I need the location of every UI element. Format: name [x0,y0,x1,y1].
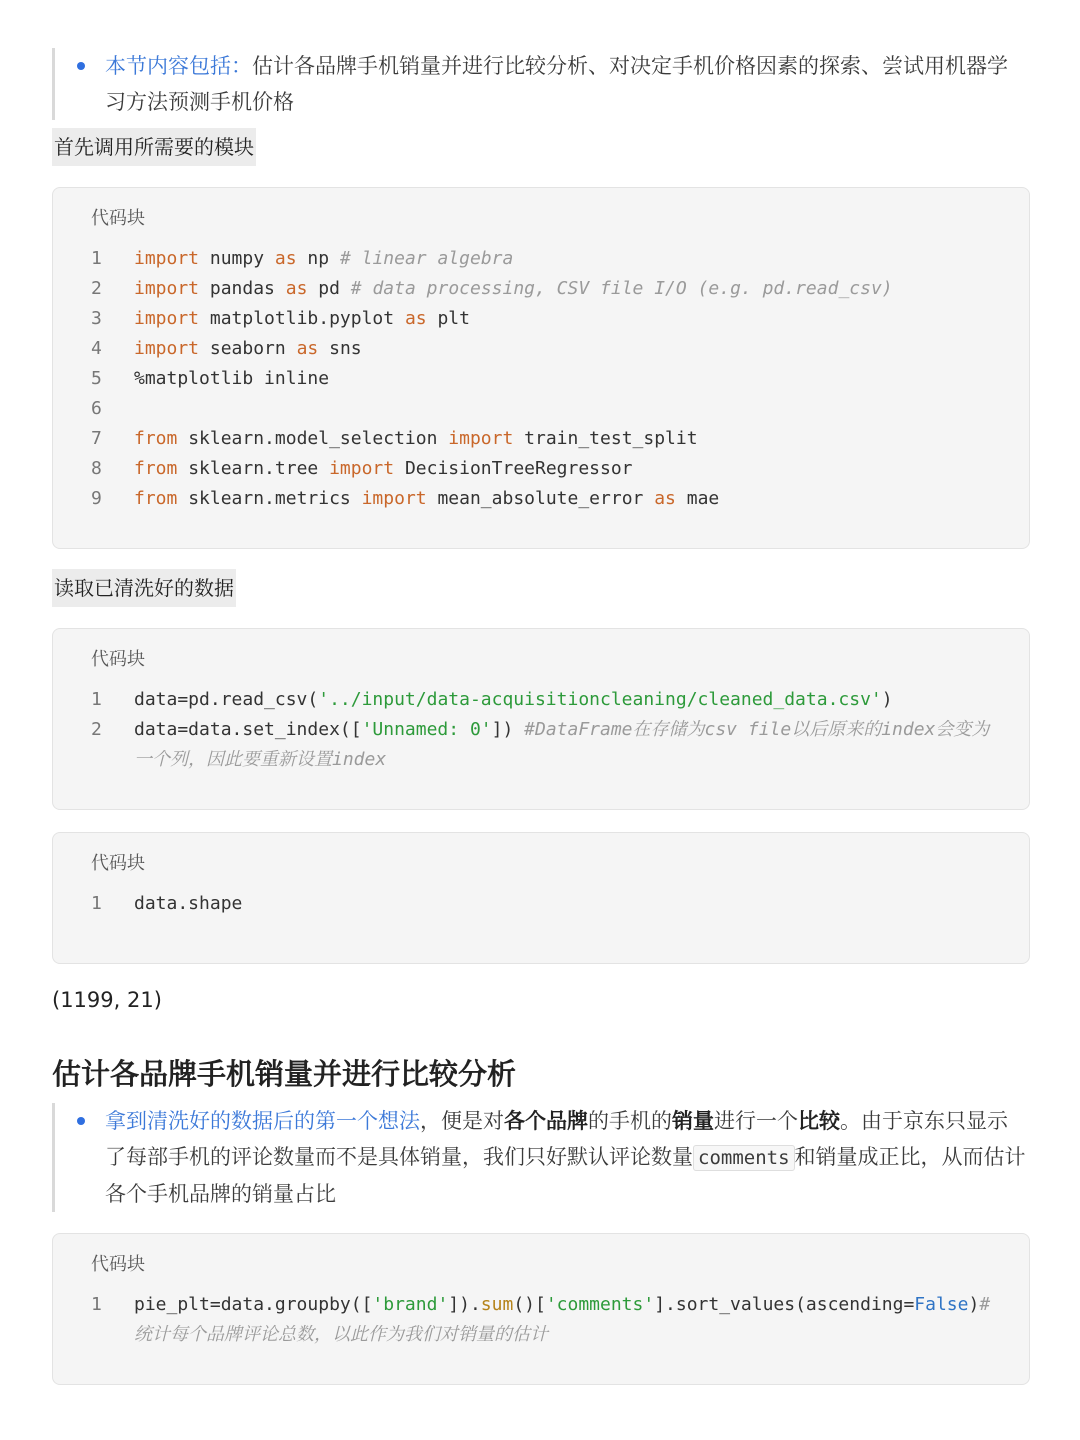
code-block-shape [52,832,1030,964]
code-line: 8 from sklearn.tree import DecisionTreeRegressor [91,458,633,479]
code-block-caption: 代码块 [91,208,145,229]
code-line: 2 import pandas as pd # data processing, CSV file I/O (e.g. pd.read_csv) [91,278,893,299]
section-title: 估计各品牌手机销量并进行比较分析 [52,1057,517,1091]
code-line: 5 %matplotlib inline [91,368,330,389]
code-line: 1 import numpy as np # linear algebra [91,248,514,269]
intro-text: 估计各品牌手机销量并进行比较分析、对决定手机价格因素的探索、尝试用机器学习方法预测手机价格 [105,54,1008,114]
code-line: 9 from sklearn.metrics import mean_absolute_error as mae [91,488,720,509]
bullet-icon [77,1117,85,1125]
note-accent: 拿到清洗好的数据后的第一个想法 [105,1109,420,1133]
code-block-read-csv [52,628,1030,810]
code-block-groupby [52,1233,1030,1385]
inline-code-comments: comments [693,1145,795,1171]
section-heading-read-data: 读取已清洗好的数据 [52,569,236,607]
code-block-caption: 代码块 [91,853,145,874]
code-line: 2 data=data.set_index(['Unnamed: 0']) #DataFrame在存储为csv file以后原来的index会变为一个列，因此要重新设置index [91,719,990,770]
section-heading-modules: 首先调用所需要的模块 [52,128,256,166]
intro-blockquote [52,48,1028,120]
code-line: 1 data=pd.read_csv('../input/data-acquisitioncleaning/cleaned_data.csv') [91,689,893,710]
code-line: 4 import seaborn as sns [91,338,362,359]
code-line: 7 from sklearn.model_selection import train_test_split [91,428,698,449]
note-blockquote: 拿到清洗好的数据后的第一个想法，便是对各个品牌的手机的销量进行一个比较。由于京东只显示了每部手机的评论数量而不是具体销量，我们只好默认评论数量 comments 和销量成正比，从而估计各个手机品牌的销量占比 [52,1103,1028,1212]
code-block-imports [52,187,1030,549]
intro-label: 本节内容包括： [105,54,252,78]
code-line: 1 pie_plt=data.groupby(['brand']).sum()['comments'].sort_values(ascending=False)#统计每个品牌评论总数，以此作为我们对销量的估计 [91,1294,991,1345]
code-block-caption: 代码块 [91,649,145,670]
code-line: 3 import matplotlib.pyplot as plt [91,308,470,329]
code-line: 1 data.shape [91,893,243,914]
code-line: 6 [91,398,102,419]
code-block-caption: 代码块 [91,1254,145,1275]
bullet-icon [77,62,85,70]
output-result: (1199, 21) [52,988,162,1012]
